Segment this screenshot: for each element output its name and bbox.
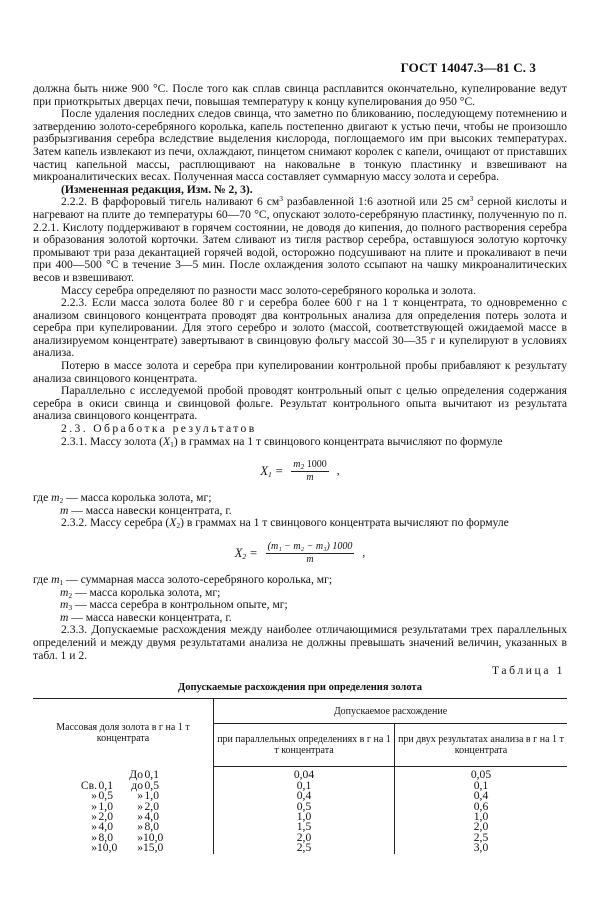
paragraph-2-2-2: 2.2.2. В фарфоровый тигель наливают 6 $см^3$ разбавленной 1:6 азотной или 25 $см^3$ серной кислоты и нагревают на плите до температуры 60—70 °С, опускают золото-серебряную пластинку, полученную по п. 2.2.1. Кислоту поддерживают в горячем состоянии, не доводя до кипения, до полного растворения серебра и образования золотой корточки. Затем сливают из тигля раствор серебра, оставшуюся золотую корточку промывают три раза декантацией горячей водой, осторожно подсушивают на плите и прокаливают в печи при 400—500 °С в течение 3—5 мин. После охлаждения золото ссыпают на чашку микроаналитических весов и взвешивают. [33, 194, 567, 284]
table-row: » 2,0 » 4,0 1,0 1,0 [33, 812, 567, 822]
definition-row: m — масса навески концентрата, г. [60, 503, 232, 517]
paragraph-loss: Потерю в массе золота и серебра при купелировании контрольной пробы прибавляют к результату анализа свинцового концентрата. [33, 359, 567, 385]
table-row: Св. 0,1 до 0,5 0,1 0,1 [33, 781, 567, 791]
column-group-header: Допускаемое расхождение [214, 699, 568, 724]
definition-row: где $m_1$ — суммарная масса золото-серебряного королька, мг; [33, 573, 333, 587]
fraction: $\frac{m_2 1000}{m}$ [293, 458, 327, 483]
table-row: » 1,0 » 2,0 0,5 0,6 [33, 802, 567, 812]
paragraph-2-3-1: 2.3.1. Массу золота $(X_1)$ в граммах на 1 т свинцового концентрата вычисляют по формуле [61, 434, 503, 449]
page-header: ГОСТ 14047.3—81 С. 3 [400, 60, 536, 75]
column-header-mass-fraction: Массовая доля золота в г на 1 т концентрата [33, 699, 214, 767]
formula-gold: $X_1$ = $\frac{m_2 1000}{m}$ , [260, 458, 340, 483]
tolerance-table [33, 698, 567, 853]
definition-row: $m_2$ — масса королька золота, мг; [60, 585, 221, 600]
table-label: Таблица 1 [492, 664, 565, 678]
paragraph-2-2-3: 2.2.3. Если масса золота более 80 г и серебра более 600 г на 1 т концентрата, то одновременно с анализом свинцового концентрата проводят два контрольных анализа для определения потерь золота и серебра при купелировании. Для этого серебро и золото (массой, соответствующей ожидаемой массе в анализируемом концентрате) завертывают в свинцовую фольгу массой 30—35 г и купелируют в условиях анализа. [33, 296, 567, 360]
fraction: $\frac{\text{(m₁ − m₂ − m₃) 1000}}{m}$ [267, 540, 353, 565]
amendment-note: (Измененная редакция, Изм. № 2, 3). [61, 182, 253, 196]
section-heading-2-3: 2.3. Обработка результатов [61, 422, 257, 436]
definition-row: m — масса навески концентрата, г. [60, 610, 232, 624]
table-row: » 10,0 » 15,0 2,5 3,0 [33, 843, 567, 853]
paragraph-control: Параллельно с исследуемой пробой проводят контрольный опыт с целью определения содержания серебра в окиси свинца и свинцовой фольге. Результат контрольного опыта вычитают из результата анализа свинцового концентрата. [33, 384, 567, 423]
table-title: Допускаемые расхождения при определения золота [178, 681, 422, 693]
paragraph-cupellation: После удаления последних следов свинца, что заметно по бликованию, последующему потемнению и затвердению золото-серебряного королька, капель постепенно двигают к устью печи, чтобы не произошло разбрызгивания серебра вследствие выделения кислорода, поглощаемого им при высоких температурах. Затем капель извлекают из печи, охлаждают, пинцетом снимают королек с капели, очищают от приставших частиц капельной массы, расплющивают на наковальне в тонкую пластинку и взвешивают на микроаналитических весах. Полученная масса составляет суммарную массу золота и серебра. [33, 107, 567, 184]
column-header-parallel: при параллельных определениях в г на 1 т концентрата [214, 724, 395, 767]
table-row: » 0,5 » 1,0 0,4 0,4 [33, 791, 567, 801]
paragraph-continuation: должна быть ниже 900 °С. После того как сплав свинца расплавится окончательно, купелирование ведут при приоткрытых дверцах печи, повышая температуру к концу купелирования до 950 °С. [33, 82, 567, 108]
column-header-two-results: при двух результатах анализа в г на 1 т концентрата [395, 724, 568, 767]
table-row: До 0,1 0,04 0,05 [33, 767, 567, 781]
variable-definitions-silver [33, 574, 567, 624]
formula-silver: $X_2$ = $\frac{\text{(m₁ − m₂ − m₃) 1000}}{m}$ , [234, 540, 366, 565]
paragraph-silver-mass: Массу серебра определяют по разности масс золото-серебряного королька и золота. [61, 283, 476, 297]
paragraph-2-3-3: 2.3.3. Допускаемые расхождения между наиболее отличающимися результатами трех параллельных определений и между двумя результатами анализа не должны превышать значений величин, указанных в табл. 1 и 2. [33, 623, 567, 662]
table-row: » 4,0 » 8,0 1,5 2,0 [33, 822, 567, 832]
paragraph-2-3-2: 2.3.2. Массу серебра $(X_2)$ в граммах на 1 т свинцового концентрата вычисляют по формуле [61, 516, 509, 531]
definition-row: $m_3$ — масса серебра в контрольном опыте, мг; [60, 598, 288, 613]
definition-row: где $m_2$ — масса королька золота, мг; [33, 491, 212, 506]
table-row: » 8,0 » 10,0 2,0 2,5 [33, 833, 567, 843]
variable-definitions-gold [33, 492, 567, 517]
page-content [33, 83, 567, 854]
